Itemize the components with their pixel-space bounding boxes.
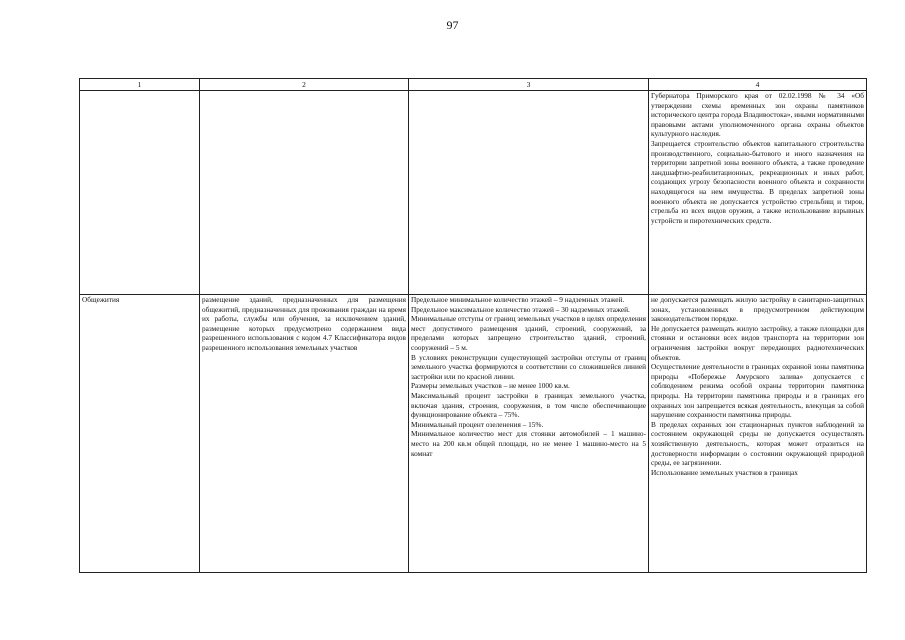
- restriction-paragraph: Использование земельных участков в границах: [651, 467, 798, 477]
- restrictions-cell: [649, 91, 867, 295]
- table-row: [80, 295, 867, 573]
- land-use-description-cell: [200, 91, 409, 295]
- zoning-regulations-table: [79, 78, 867, 573]
- restriction-paragraph: Не допускается размещать жилую застройку, а также площадки для стоянки и остановки всех видов транспорта на территории зон ограничения застройки вокруг передающих радиотехнических объектов.: [651, 323, 864, 362]
- column-header-4: 4: [649, 79, 867, 91]
- table-header-row: [80, 79, 867, 91]
- parameter-paragraph: Размеры земельных участков – не менее 1000 кв.м.: [411, 381, 570, 391]
- table-row: [80, 91, 867, 295]
- parameter-paragraph: Минимальное количество мест для стоянки автомобилей – 1 машино-место на 200 кв.м общей площади, но не менее 1 машино-место на 5 комнат: [411, 429, 646, 458]
- restriction-paragraph: Осуществление деятельности в границах охранной зоны памятника природы «Побережье Амурского залива» допускается с соблюдением режима особой охраны территории памятника природы. На территории памятника природы и в границах его охранных зон запрещается всякая деятельность, влекущая за собой нарушение сохранности памятника природы.: [651, 362, 864, 420]
- restrictions-cell: [649, 295, 867, 573]
- land-use-description-cell: [200, 295, 409, 573]
- page-number: 97: [446, 18, 459, 32]
- parameters-cell: [409, 295, 649, 573]
- parameter-paragraph: Предельное максимальное количество этажей – 30 надземных этажей.: [411, 304, 630, 314]
- restriction-paragraph: Запрещается строительство объектов капитального строительства производственного, социально-бытового и иного назначения на территории запретной зоны военного объекта, а также проведение ландшафтно-реабилитационных, рекреационных и иных работ, создающих угрозу безопасности военного объекта и сохранности находящегося на нем имущества. В пределах запретной зоны военного объекта не допускается устройство стрельбищ и тиров, стрельба из всех видов оружия, а также использование взрывных устройств и пиротехнических средств.: [651, 138, 864, 225]
- restriction-paragraph: не допускается размещать жилую застройку в санитарно-защитных зонах, установленных в предусмотренном действующим законодательством порядке.: [651, 295, 864, 324]
- parameter-paragraph: В условиях реконструкции существующей застройки отступы от границ земельного участка формируются в соответствии со сложившейся линией застройки или по красной линии.: [411, 352, 646, 381]
- column-header-2: 2: [200, 79, 409, 91]
- parameters-cell: [409, 91, 649, 295]
- parameter-paragraph: Максимальный процент застройки в границах земельного участка, включая здания, строения, сооружения, в том числе обеспечивающие функционирование объекта – 75%.: [411, 390, 646, 420]
- restriction-paragraph: Губернатора Приморского края от 02.02.1998 № 34 «Об утверждении схемы временных зон охраны памятников исторического центра города Владивостока», иными нормативными правовыми актами уполномоченного органа охраны объектов культурного наследия.: [651, 91, 864, 139]
- column-header-1: 1: [80, 79, 200, 91]
- land-use-description: размещение зданий, предназначенных для размещения общежитий, предназначенных для проживания граждан на время их работы, службы или обучения, за исключением зданий, размещение которых предусмотрено содержанием вида разрешенного использования с кодом 4.7 Классификатора видов разрешенного использования земельных участков: [202, 295, 406, 352]
- land-use-name-cell: Общежития: [80, 295, 200, 573]
- column-header-3: 3: [409, 79, 649, 91]
- parameter-paragraph: Минимальный процент озеленения – 15%.: [411, 419, 544, 429]
- parameter-paragraph: Минимальные отступы от границ земельных участков в целях определения мест допустимого размещения зданий, строений, сооружений, за пределами которых запрещено строительство зданий, строений, сооружений – 5 м.: [411, 314, 646, 352]
- parameter-paragraph: Предельное минимальное количество этажей – 9 надземных этажей.: [411, 295, 625, 304]
- restriction-paragraph: В пределах охранных зон стационарных пунктов наблюдений за состоянием окружающей среды не допускается осуществлять хозяйственную деятельность, которая может отразиться на достоверности информации о состоянии окружающей природной среды, ее загрязнении.: [651, 419, 864, 468]
- land-use-name-cell: [80, 91, 200, 295]
